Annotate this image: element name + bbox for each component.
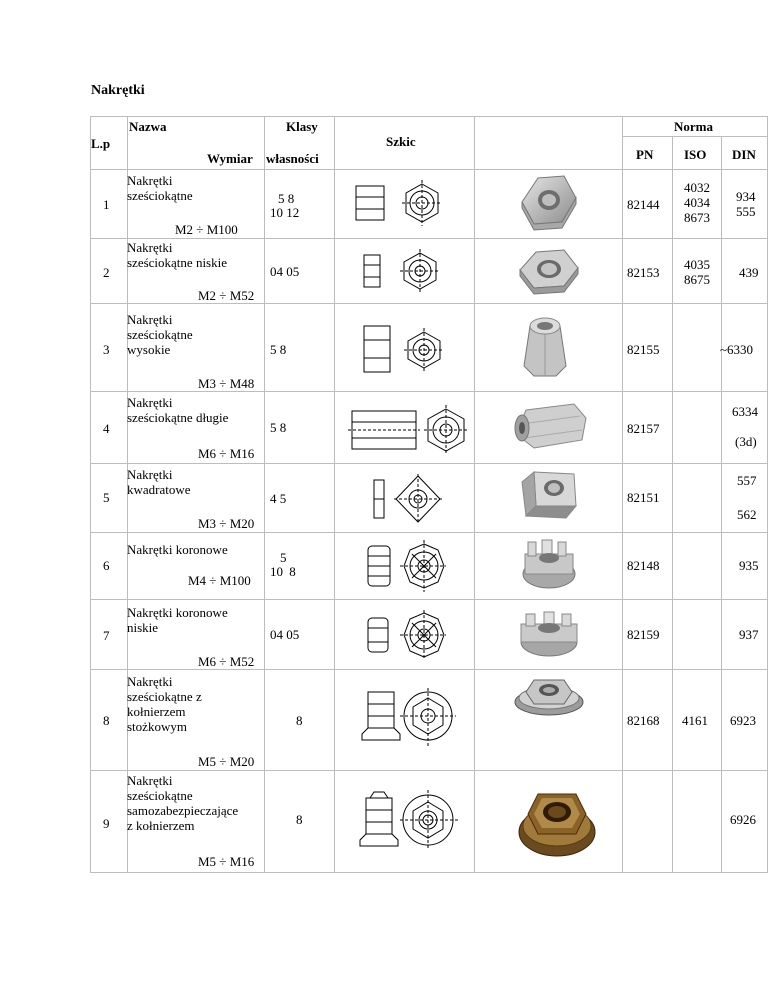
square-nut-photo bbox=[518, 466, 580, 522]
row-lp: 4 bbox=[103, 421, 110, 436]
row-din: 934 bbox=[736, 189, 756, 204]
row-klasy: 10 12 bbox=[270, 205, 300, 220]
self-locking-flange-nut-photo bbox=[516, 776, 598, 860]
row-pn: 82153 bbox=[627, 265, 660, 280]
row-name: Nakrętki bbox=[127, 240, 173, 255]
header-din: DIN bbox=[732, 147, 756, 162]
row-name: Nakrętki koronowe bbox=[127, 542, 228, 557]
row-klasy: 8 bbox=[296, 713, 303, 728]
hex-nut-sketch bbox=[352, 180, 442, 226]
row-lp: 5 bbox=[103, 490, 110, 505]
row-klasy: 5 8 bbox=[270, 342, 287, 357]
row-wymiar: M5 ÷ M16 bbox=[198, 854, 255, 869]
long-hex-nut-photo bbox=[510, 398, 590, 456]
row-din: 439 bbox=[739, 265, 759, 280]
header-norma: Norma bbox=[674, 119, 713, 134]
row-wymiar: M2 ÷ M100 bbox=[175, 222, 238, 237]
row-name: Nakrętki koronowe bbox=[127, 605, 228, 620]
row-wymiar: M3 ÷ M20 bbox=[198, 516, 255, 531]
low-hex-nut-sketch bbox=[362, 249, 442, 293]
header-lp: L.p bbox=[91, 136, 111, 151]
row-iso: 4161 bbox=[682, 713, 708, 728]
row-iso: 4035 bbox=[684, 257, 710, 272]
self-locking-flange-nut-sketch bbox=[354, 788, 458, 852]
long-hex-nut-sketch bbox=[348, 403, 470, 457]
row-lp: 6 bbox=[103, 558, 110, 573]
row-klasy: 4 5 bbox=[270, 491, 287, 506]
castle-nut-photo bbox=[520, 536, 578, 592]
row-name: Nakrętki bbox=[127, 173, 173, 188]
row-name: sześciokątne niskie bbox=[127, 255, 227, 270]
header-iso: ISO bbox=[684, 147, 707, 162]
row-name: sześciokątne bbox=[127, 788, 193, 803]
row-lp: 9 bbox=[103, 816, 110, 831]
header-klasy: Klasy bbox=[286, 119, 318, 134]
row-pn: 82159 bbox=[627, 627, 660, 642]
row-klasy: 5 bbox=[280, 550, 287, 565]
high-hex-nut-sketch bbox=[360, 322, 446, 378]
row-klasy: 8 bbox=[296, 812, 303, 827]
row-iso: 8673 bbox=[684, 210, 710, 225]
row-name: sześciokątne bbox=[127, 327, 193, 342]
row-lp: 3 bbox=[103, 342, 110, 357]
row-name: sześciokątne długie bbox=[127, 410, 229, 425]
row-pn: 82144 bbox=[627, 197, 660, 212]
row-name: wysokie bbox=[127, 342, 171, 357]
row-iso: 4034 bbox=[684, 195, 710, 210]
row-name: kołnierzem bbox=[127, 704, 186, 719]
row-name: Nakrętki bbox=[127, 467, 173, 482]
row-pn: 82157 bbox=[627, 421, 660, 436]
row-din: 935 bbox=[739, 558, 759, 573]
page-title: Nakrętki bbox=[91, 83, 145, 98]
header-wymiar: Wymiar bbox=[207, 151, 253, 166]
row-klasy: 5 8 bbox=[270, 420, 287, 435]
row-wymiar: M6 ÷ M52 bbox=[198, 654, 255, 669]
row-lp: 1 bbox=[103, 197, 110, 212]
row-pn: 82168 bbox=[627, 713, 660, 728]
square-nut-sketch bbox=[368, 472, 444, 526]
row-name: kwadratowe bbox=[127, 482, 191, 497]
row-lp: 8 bbox=[103, 713, 110, 728]
row-klasy: 04 05 bbox=[270, 627, 300, 642]
header-nazwa: Nazwa bbox=[129, 119, 167, 134]
row-din: ~6330 bbox=[720, 342, 754, 357]
flange-nut-sketch bbox=[356, 686, 456, 748]
row-lp: 2 bbox=[103, 265, 110, 280]
row-name: Nakrętki bbox=[127, 674, 173, 689]
row-iso: 8675 bbox=[684, 272, 710, 287]
row-pn: 82151 bbox=[627, 490, 660, 505]
row-name: sześciokątne bbox=[127, 188, 193, 203]
nuts-table bbox=[90, 116, 768, 873]
row-klasy: 10 8 bbox=[270, 564, 296, 579]
row-name: niskie bbox=[127, 620, 159, 635]
row-lp: 7 bbox=[103, 628, 110, 643]
row-name: Nakrętki bbox=[127, 312, 173, 327]
flange-nut-photo bbox=[512, 670, 586, 718]
row-din: (3d) bbox=[735, 434, 757, 449]
castle-nut-sketch bbox=[364, 540, 446, 592]
row-klasy: 04 05 bbox=[270, 264, 300, 279]
row-wymiar: M5 ÷ M20 bbox=[198, 754, 255, 769]
low-castle-nut-sketch bbox=[364, 610, 446, 660]
row-wymiar: M2 ÷ M52 bbox=[198, 288, 255, 303]
row-name: samozabezpieczające bbox=[127, 803, 239, 818]
row-pn: 82148 bbox=[627, 558, 660, 573]
row-din: 6334 bbox=[732, 404, 758, 419]
row-name: sześciokątne z bbox=[127, 689, 202, 704]
row-wymiar: M4 ÷ M100 bbox=[188, 573, 251, 588]
row-name: Nakrętki bbox=[127, 395, 173, 410]
hex-nut-photo bbox=[518, 172, 578, 230]
row-name: Nakrętki bbox=[127, 773, 173, 788]
row-din: 6926 bbox=[730, 812, 756, 827]
row-din: 6923 bbox=[730, 713, 756, 728]
row-name: z kołnierzem bbox=[127, 818, 195, 833]
row-din: 557 bbox=[737, 473, 757, 488]
header-wlasnosci: własności bbox=[266, 151, 319, 166]
row-pn: 82155 bbox=[627, 342, 660, 357]
row-iso: 4032 bbox=[684, 180, 710, 195]
row-din: 562 bbox=[737, 507, 757, 522]
row-wymiar: M3 ÷ M48 bbox=[198, 376, 255, 391]
header-pn: PN bbox=[636, 147, 654, 162]
high-hex-nut-photo bbox=[522, 312, 568, 380]
low-hex-nut-photo bbox=[518, 246, 580, 296]
header-szkic: Szkic bbox=[386, 134, 416, 149]
row-wymiar: M6 ÷ M16 bbox=[198, 446, 255, 461]
low-castle-nut-photo bbox=[518, 606, 580, 660]
row-din: 555 bbox=[736, 204, 756, 219]
row-name: stożkowym bbox=[127, 719, 187, 734]
row-din: 937 bbox=[739, 627, 759, 642]
row-klasy: 5 8 bbox=[278, 191, 295, 206]
